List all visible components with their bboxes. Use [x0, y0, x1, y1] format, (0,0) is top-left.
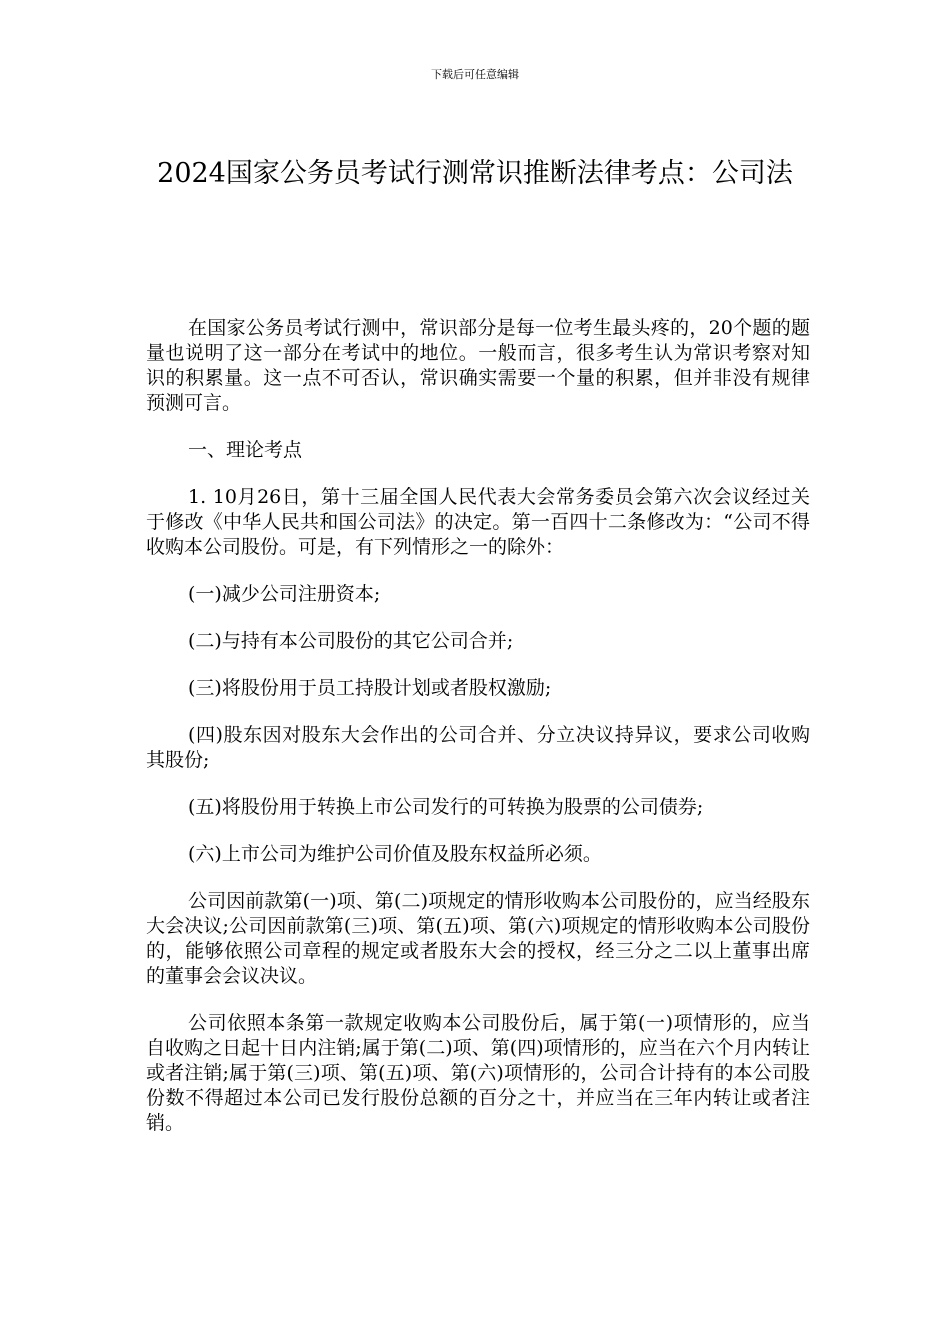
list-item: (六)上市公司为维护公司价值及股东权益所必须。 [188, 843, 602, 865]
body-paragraph: 公司依照本条第一款规定收购本公司股份后，属于第(一)项情形的，应当自收购之日起十日内注销;属于第(二)项、第(四)项情形的，应当在六个月内转让或者注销;属于第(三)项、第(五)项、第(六)项情形的，公司合计持有的本公司股份数不得超过本公司已发行股份总额的百分之十，并应当在三年内转让或者注销。 [146, 1012, 810, 1134]
list-item: (三)将股份用于员工持股计划或者股权激励; [188, 677, 552, 699]
header-note: 下载后可任意编辑 [431, 68, 519, 81]
list-item: (五)将股份用于转换上市公司发行的可转换为股票的公司债券; [188, 796, 704, 818]
document-title: 2024国家公务员考试行测常识推断法律考点：公司法 [157, 158, 793, 189]
list-item: (二)与持有本公司股份的其它公司合并; [188, 630, 514, 652]
section-heading: 一、理论考点 [188, 439, 303, 461]
body-paragraph: 公司因前款第(一)项、第(二)项规定的情形收购本公司股份的，应当经股东大会决议;公司因前款第(三)项、第(五)项、第(六)项规定的情形收购本公司股份的，能够依照公司章程的规定或者股东大会的授权，经三分之二以上董事出席的董事会会议决议。 [146, 890, 810, 987]
document-body [146, 316, 810, 1158]
list-item: (一)减少公司注册资本; [188, 583, 381, 605]
list-item: (四)股东因对股东大会作出的公司合并、分立决议持异议，要求公司收购其股份; [146, 724, 810, 771]
body-paragraph: 1. 10月26日，第十三届全国人民代表大会常务委员会第六次会议经过关于修改《中华人民共和国公司法》的决定。第一百四十二条修改为：“公司不得收购本公司股份。可是，有下列情形之一的除外： [146, 486, 810, 558]
intro-paragraph: 在国家公务员考试行测中，常识部分是每一位考生最头疼的，20个题的题量也说明了这一部分在考试中的地位。一般而言，很多考生认为常识考察对知识的积累量。这一点不可否认，常识确实需要一个量的积累，但并非没有规律预测可言。 [146, 317, 810, 414]
